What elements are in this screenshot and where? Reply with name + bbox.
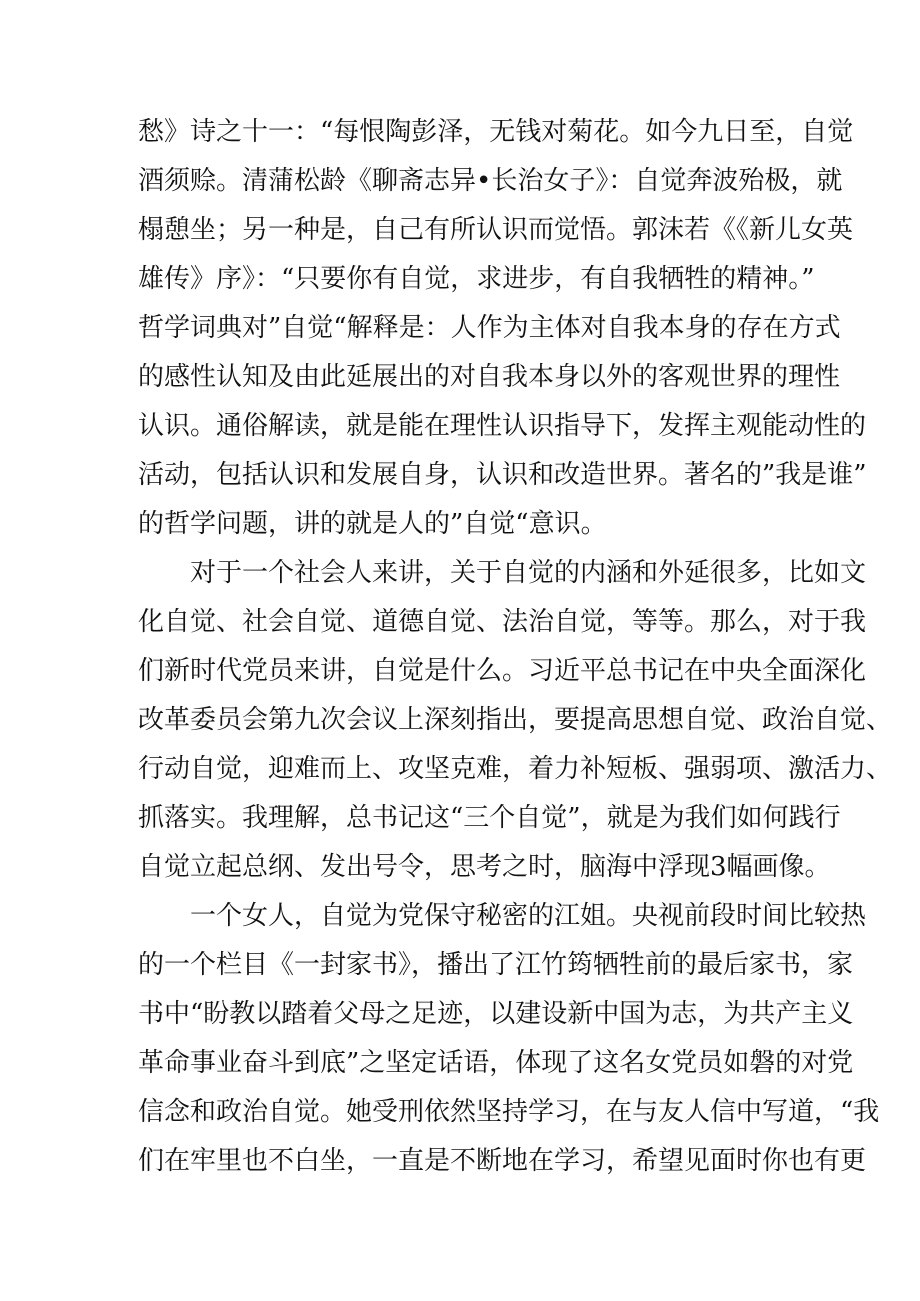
text-line: 活动，包括认识和发展自身，认识和改造世界。著名的”我是谁”	[138, 460, 867, 490]
text-line: 们在牢里也不白坐，一直是不断地在学习，希望见面时你也有更	[138, 1146, 867, 1176]
text-line: 的一个栏目《一封家书》，播出了江竹筠牺牲前的最后家书，家	[138, 950, 854, 980]
text-line: 行动自觉，迎难而上、攻坚克难，着力补短板、强弱项、激活力、	[138, 754, 893, 784]
text-line: 酒须赊。清蒲松龄《聊斋志异•长治女子》：自觉奔波殆极，就	[138, 166, 843, 196]
text-line: 愁》诗之十一：“每恨陶彭泽，无钱对菊花。如今九日至，自觉	[138, 117, 854, 147]
document-body	[138, 108, 893, 1186]
text-line: 信念和政治自觉。她受刑依然坚持学习，在与友人信中写道，“我	[138, 1097, 880, 1127]
text-line: 的感性认知及由此延展出的对自我本身以外的客观世界的理性	[138, 362, 841, 392]
text-line: 认识。通俗解读，就是能在理性认识指导下，发挥主观能动性的	[138, 411, 867, 441]
text-line: 化自觉、社会自觉、道德自觉、法治自觉，等等。那么，对于我	[138, 607, 867, 637]
text-line: 哲学词典对”自觉“解释是：人作为主体对自我本身的存在方式	[138, 313, 841, 343]
text-line: 们新时代党员来讲，自觉是什么。习近平总书记在中央全面深化	[138, 656, 867, 686]
text-line: 抓落实。我理解，总书记这“三个自觉”，就是为我们如何践行	[138, 803, 841, 833]
text-line: 书中“盼教以踏着父母之足迹，以建设新中国为志，为共产主义	[138, 999, 854, 1029]
text-line: 改革委员会第九次会议上深刻指出，要提高思想自觉、政治自觉、	[138, 705, 893, 735]
paragraph-first-line: 对于一个社会人来讲，关于自觉的内涵和外延很多，比如文	[190, 558, 867, 588]
text-line: 革命事业奋斗到底”之坚定话语，体现了这名女党员如磐的对党	[138, 1048, 854, 1078]
text-line: 榻憩坐；另一种是，自己有所认识而觉悟。郭沫若《《新儿女英	[138, 215, 854, 245]
text-line: 自觉立起总纲、发出号令，思考之时，脑海中浮现3幅画像。	[138, 852, 831, 882]
paragraph-first-line: 一个女人，自觉为党保守秘密的江姐。央视前段时间比较热	[190, 901, 867, 931]
text-line: 雄传》序》：“只要你有自觉，求进步，有自我牺牲的精神。”	[138, 264, 815, 294]
text-line: 的哲学问题，讲的就是人的”自觉“意识。	[138, 509, 607, 539]
